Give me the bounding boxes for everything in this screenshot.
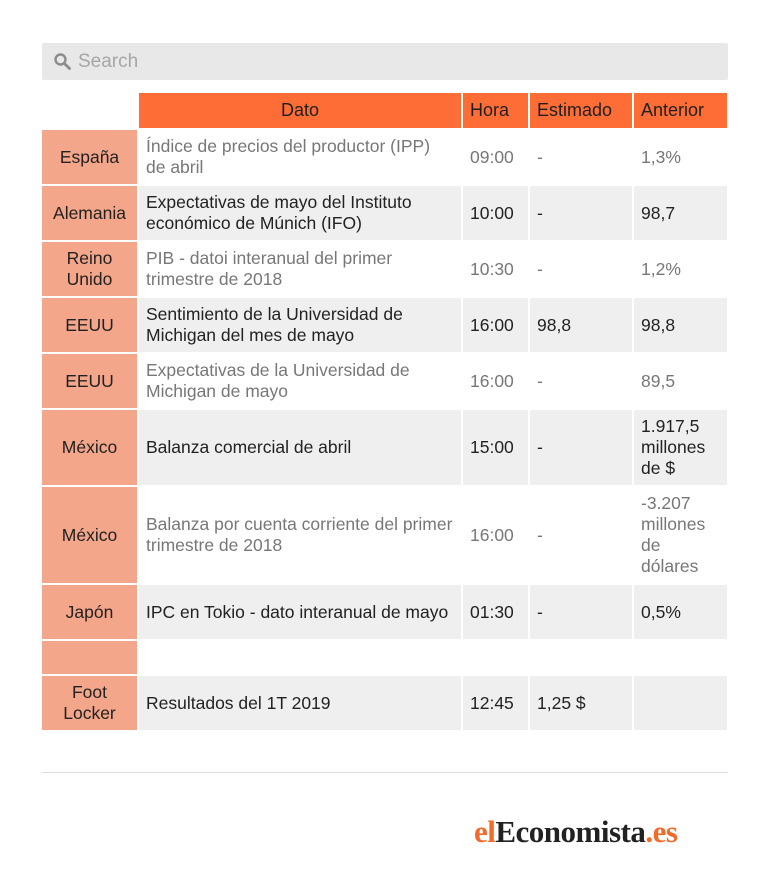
header-anterior: Anterior — [633, 93, 728, 129]
country-cell: México — [42, 409, 138, 486]
estimado-cell: 1,25 $ — [529, 675, 633, 731]
logo-part-es: .es — [645, 814, 678, 849]
country-cell: España — [42, 129, 138, 185]
dato-cell: Resultados del 1T 2019 — [138, 675, 462, 731]
dato-cell: Índice de precios del productor (IPP) de abril — [138, 129, 462, 185]
anterior-cell: -3.207 millones de dólares — [633, 486, 728, 584]
logo-part-el: el — [474, 814, 496, 849]
estimado-cell: - — [529, 409, 633, 486]
anterior-cell — [633, 640, 728, 675]
hora-cell: 09:00 — [462, 129, 529, 185]
anterior-cell: 1.917,5 millones de $ — [633, 409, 728, 486]
estimado-cell: - — [529, 241, 633, 297]
table-header-row — [42, 93, 728, 129]
table-row — [42, 129, 728, 185]
country-cell: EEUU — [42, 353, 138, 409]
anterior-cell: 0,5% — [633, 584, 728, 640]
table-row — [42, 353, 728, 409]
table-row — [42, 640, 728, 675]
header-dato: Dato — [138, 93, 462, 129]
search-bar — [42, 43, 728, 80]
dato-cell: PIB - datoi interanual del primer trimestre de 2018 — [138, 241, 462, 297]
table-row — [42, 675, 728, 731]
dato-cell: Balanza por cuenta corriente del primer trimestre de 2018 — [138, 486, 462, 584]
hora-cell — [462, 640, 529, 675]
table-row — [42, 185, 728, 241]
table-row — [42, 584, 728, 640]
economic-agenda-table — [42, 93, 729, 732]
dato-cell: Expectativas de mayo del Instituto económico de Múnich (IFO) — [138, 185, 462, 241]
anterior-cell: 89,5 — [633, 353, 728, 409]
hora-cell: 10:30 — [462, 241, 529, 297]
estimado-cell: - — [529, 185, 633, 241]
search-input[interactable] — [76, 43, 716, 80]
estimado-cell: - — [529, 129, 633, 185]
anterior-cell: 1,2% — [633, 241, 728, 297]
header-blank — [42, 93, 138, 129]
anterior-cell: 1,3% — [633, 129, 728, 185]
header-hora: Hora — [462, 93, 529, 129]
hora-cell: 12:45 — [462, 675, 529, 731]
estimado-cell: 98,8 — [529, 297, 633, 353]
dato-cell: IPC en Tokio - dato interanual de mayo — [138, 584, 462, 640]
anterior-cell: 98,7 — [633, 185, 728, 241]
table-row — [42, 297, 728, 353]
country-cell: México — [42, 486, 138, 584]
estimado-cell: - — [529, 486, 633, 584]
country-cell: Japón — [42, 584, 138, 640]
country-cell: Foot Locker — [42, 675, 138, 731]
dato-cell: Sentimiento de la Universidad de Michigan del mes de mayo — [138, 297, 462, 353]
hora-cell: 16:00 — [462, 353, 529, 409]
country-cell — [42, 640, 138, 675]
dato-cell: Balanza comercial de abril — [138, 409, 462, 486]
estimado-cell: - — [529, 353, 633, 409]
country-cell: Reino Unido — [42, 241, 138, 297]
anterior-cell: 98,8 — [633, 297, 728, 353]
table-row — [42, 409, 728, 486]
hora-cell: 16:00 — [462, 297, 529, 353]
header-estimado: Estimado — [529, 93, 633, 129]
logo-part-economista: Economista — [495, 814, 646, 849]
eleconomista-logo[interactable] — [474, 812, 728, 852]
search-icon — [54, 53, 71, 70]
country-cell: Alemania — [42, 185, 138, 241]
country-cell: EEUU — [42, 297, 138, 353]
hora-cell: 16:00 — [462, 486, 529, 584]
footer-divider — [42, 772, 728, 773]
hora-cell: 15:00 — [462, 409, 529, 486]
hora-cell: 01:30 — [462, 584, 529, 640]
anterior-cell — [633, 675, 728, 731]
dato-cell — [138, 640, 462, 675]
table-row — [42, 241, 728, 297]
hora-cell: 10:00 — [462, 185, 529, 241]
estimado-cell — [529, 640, 633, 675]
estimado-cell: - — [529, 584, 633, 640]
table-row — [42, 486, 728, 584]
dato-cell: Expectativas de la Universidad de Michigan de mayo — [138, 353, 462, 409]
